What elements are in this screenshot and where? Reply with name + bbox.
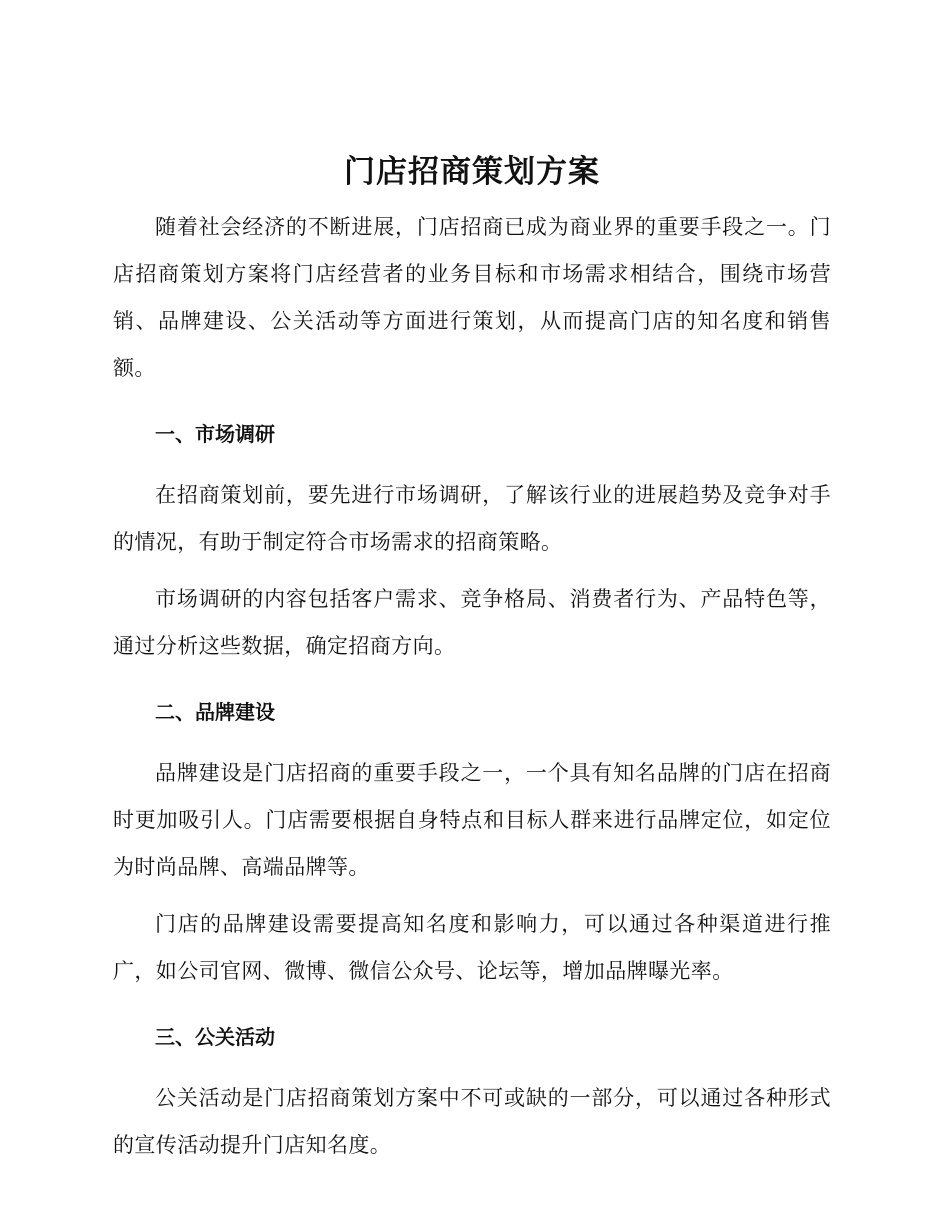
pr-activities-paragraph-1: 公关活动是门店招商策划方案中不可或缺的一部分，可以通过各种形式的宣传活动提升门店知名度。: [113, 1086, 831, 1157]
market-research-paragraph-2: 市场调研的内容包括客户需求、竞争格局、消费者行为、产品特色等，通过分析这些数据，确定招商方向。: [113, 587, 831, 658]
section-heading-market-research: 一、市场调研: [155, 422, 275, 446]
document-title: 门店招商策划方案: [344, 154, 600, 190]
brand-building-paragraph-1: 品牌建设是门店招商的重要手段之一，一个具有知名品牌的门店在招商时更加吸引人。门店需要根据自身特点和目标人群来进行品牌定位，如定位为时尚品牌、高端品牌等。: [113, 761, 831, 879]
intro-paragraph: 随着社会经济的不断进展，门店招商已成为商业界的重要手段之一。门店招商策划方案将门店经营者的业务目标和市场需求相结合，围绕市场营销、品牌建设、公关活动等方面进行策划，从而提高门店的知名度和销售额。: [113, 215, 831, 380]
document-body: [113, 150, 831, 1169]
brand-building-paragraph-2: 门店的品牌建设需要提高知名度和影响力，可以通过各种渠道进行推广，如公司官网、微博、微信公众号、论坛等，增加品牌曝光率。: [113, 912, 831, 983]
market-research-paragraph-1: 在招商策划前，要先进行市场调研，了解该行业的进展趋势及竞争对手的情况，有助于制定符合市场需求的招商策略。: [113, 483, 831, 554]
section-heading-pr-activities: 三、公关活动: [155, 1025, 275, 1049]
section-heading-brand-building: 二、品牌建设: [155, 700, 275, 724]
